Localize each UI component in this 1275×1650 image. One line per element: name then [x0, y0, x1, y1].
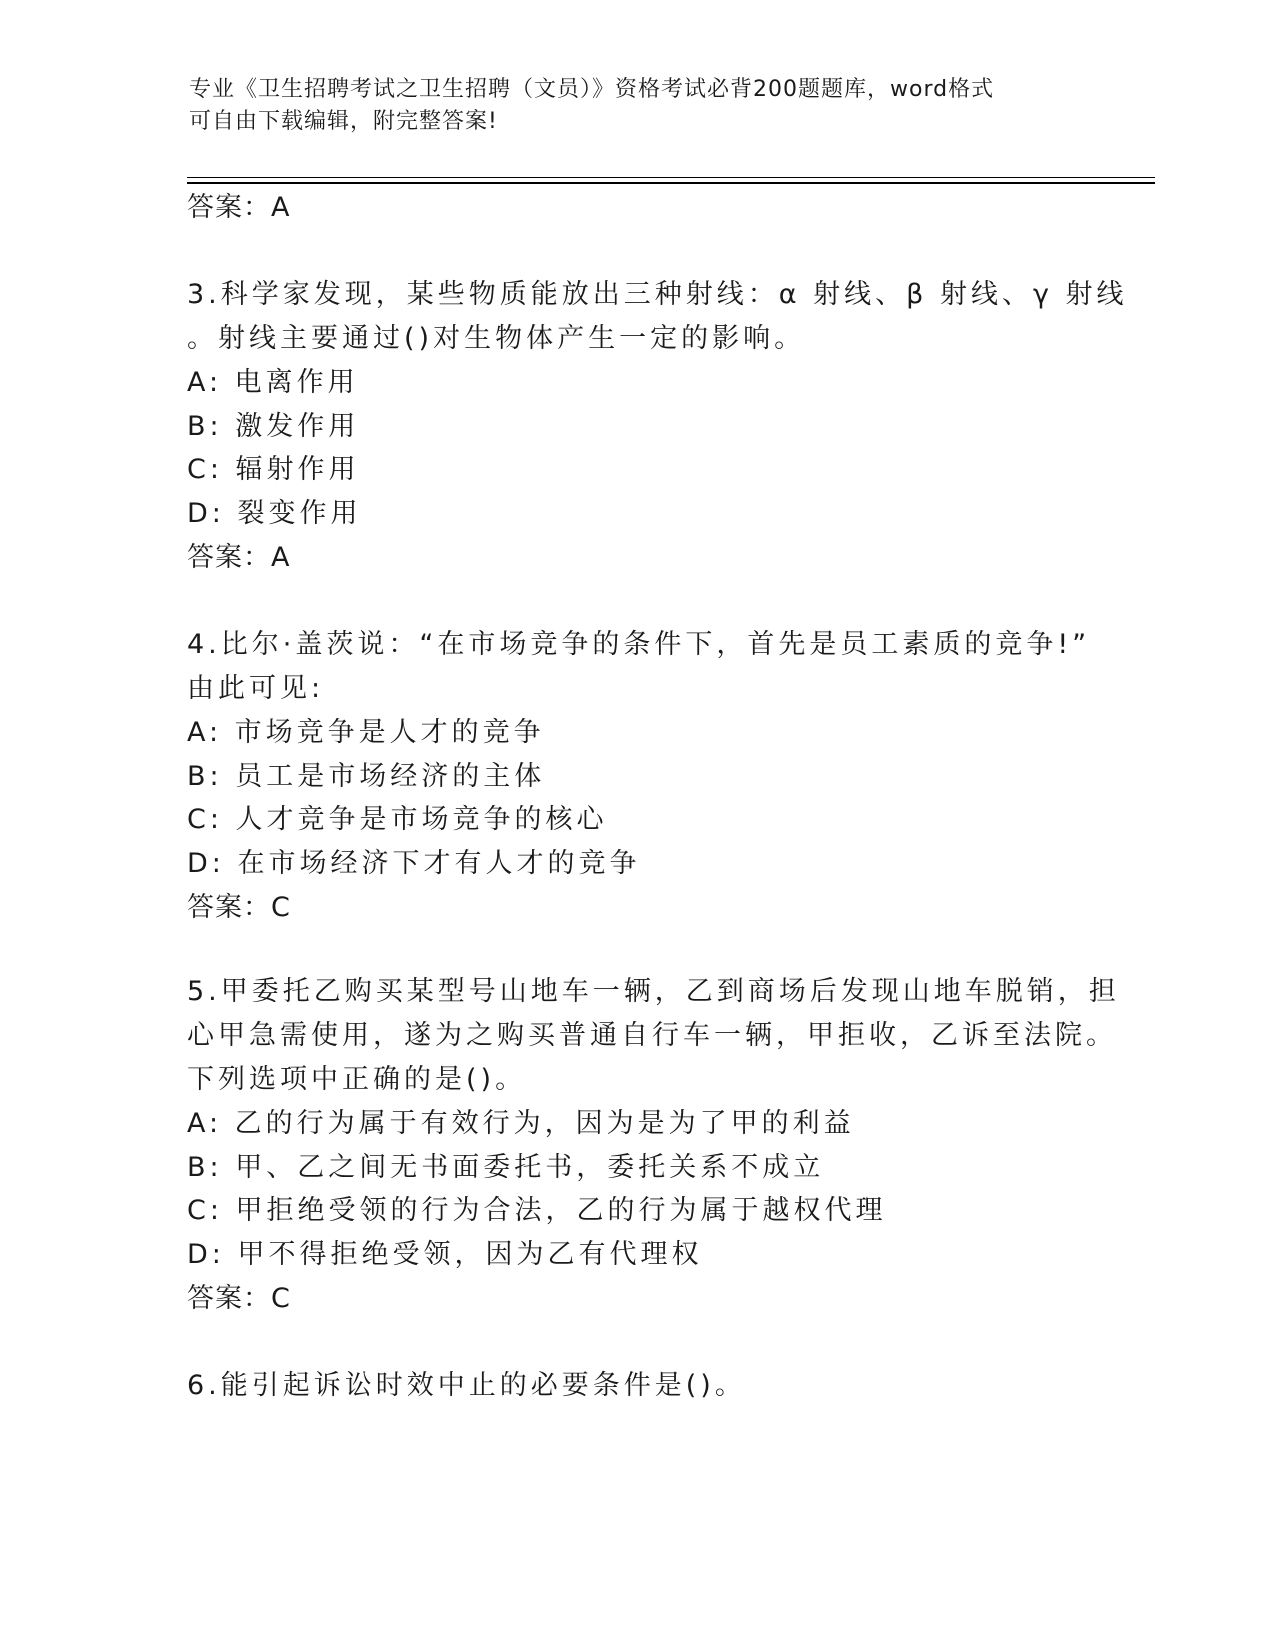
question-5-option-b: B: 甲、乙之间无书面委托书，委托关系不成立 [187, 1152, 825, 1183]
header-divider-top [187, 177, 1155, 178]
question-4-answer: 答案：C [187, 892, 291, 923]
question-3-answer: 答案：A [187, 542, 291, 573]
question-6-text-line-1: 6.能引起诉讼时效中止的必要条件是()。 [187, 1370, 746, 1401]
question-3-option-c: C: 辐射作用 [187, 454, 360, 485]
question-5-text-line-3: 下列选项中正确的是()。 [187, 1064, 527, 1095]
question-4-option-a: A: 市场竞争是人才的竞争 [187, 717, 545, 748]
question-5-option-d: D: 甲不得拒绝受领，因为乙有代理权 [187, 1239, 703, 1270]
question-4-text-line-1: 4.比尔·盖茨说：“在市场竞争的条件下，首先是员工素质的竞争!” [187, 629, 1091, 660]
document-header [189, 74, 1069, 138]
question-3-text-line-1: 3.科学家发现，某些物质能放出三种射线：α 射线、β 射线、γ 射线 [187, 279, 1128, 310]
header-divider-bottom [187, 182, 1155, 184]
header-title-line-2: 可自由下载编辑，附完整答案! [189, 109, 498, 134]
question-3-option-a: A: 电离作用 [187, 367, 359, 398]
question-5-text-line-1: 5.甲委托乙购买某型号山地车一辆，乙到商场后发现山地车脱销，担 [187, 976, 1120, 1007]
question-5-option-a: A: 乙的行为属于有效行为，因为是为了甲的利益 [187, 1108, 855, 1139]
question-4-option-b: B: 员工是市场经济的主体 [187, 761, 546, 792]
question-5-answer: 答案：C [187, 1283, 291, 1314]
answer-label: 答案：A [187, 192, 291, 223]
question-3-option-d: D: 裂变作用 [187, 498, 362, 529]
question-3-option-b: B: 激发作用 [187, 411, 360, 442]
question-4-option-d: D: 在市场经济下才有人才的竞争 [187, 848, 641, 879]
header-title-line-1: 专业《卫生招聘考试之卫生招聘（文员）》资格考试必背200题题库，word格式 [189, 77, 995, 102]
question-3-text-line-2: 。射线主要通过()对生物体产生一定的影响。 [187, 323, 806, 354]
question-5-text-line-2: 心甲急需使用，遂为之购买普通自行车一辆，甲拒收，乙诉至法院。 [187, 1020, 1117, 1051]
question-4-option-c: C: 人才竞争是市场竞争的核心 [187, 804, 608, 835]
question-5-option-c: C: 甲拒绝受领的行为合法，乙的行为属于越权代理 [187, 1195, 887, 1226]
question-4-text-line-2: 由此可见: [187, 673, 325, 704]
